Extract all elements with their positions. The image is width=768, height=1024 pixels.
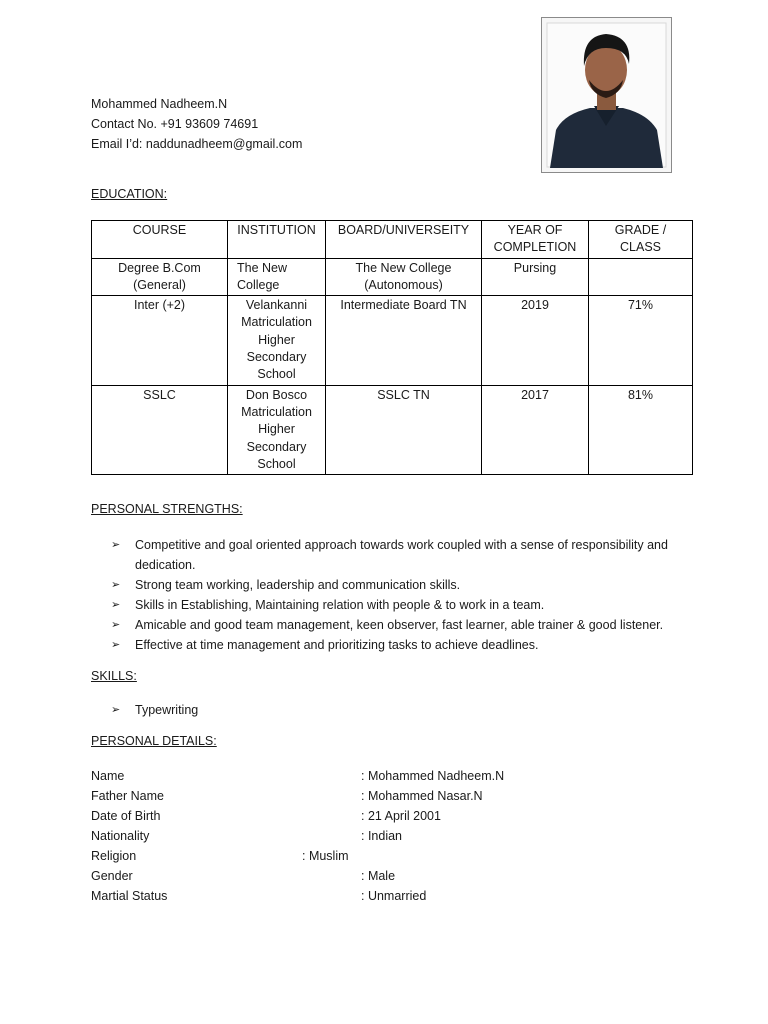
personal-details-heading: PERSONAL DETAILS: xyxy=(91,734,217,748)
detail-label: Gender xyxy=(91,869,133,883)
detail-value: : 21 April 2001 xyxy=(361,809,441,823)
course-cell: Degree B.Com (General) xyxy=(92,258,228,296)
list-item xyxy=(91,700,691,720)
profile-photo xyxy=(541,17,672,173)
detail-value: : Indian xyxy=(361,829,403,843)
course-cell: Inter (+2) xyxy=(92,296,228,385)
table-row xyxy=(92,296,693,385)
year-cell: 2017 xyxy=(482,385,589,474)
strength-text: Effective at time management and prioritizing tasks to achieve deadlines. xyxy=(135,638,539,652)
detail-row xyxy=(91,806,591,826)
year-cell: Pursing xyxy=(482,258,589,296)
education-table xyxy=(91,220,693,475)
applicant-name: Mohammed Nadheem.N xyxy=(91,97,228,111)
detail-value: : Mohammed Nadheem.N xyxy=(361,769,505,783)
arrowhead-bullet-icon: ➢ xyxy=(111,579,121,591)
grade-cell: 81% xyxy=(589,385,693,474)
contact-number: Contact No. +91 93609 74691 xyxy=(91,117,259,131)
strengths-list xyxy=(91,535,691,655)
list-item xyxy=(91,535,691,575)
board-cell: Intermediate Board TN xyxy=(326,296,482,385)
board-cell: The New College (Autonomous) xyxy=(326,258,482,296)
detail-label: Religion xyxy=(91,849,137,863)
detail-row xyxy=(91,826,591,846)
detail-row xyxy=(91,886,591,906)
arrowhead-bullet-icon: ➢ xyxy=(111,599,121,611)
table-row xyxy=(92,385,693,474)
detail-label: Name xyxy=(91,769,125,783)
arrowhead-bullet-icon: ➢ xyxy=(111,639,121,651)
person-photo-icon xyxy=(542,18,671,172)
personal-details xyxy=(91,766,591,906)
table-row xyxy=(92,258,693,296)
detail-label: Nationality xyxy=(91,829,150,843)
detail-label: Martial Status xyxy=(91,889,168,903)
column-header: GRADE / CLASS xyxy=(589,221,693,259)
column-header: COURSE xyxy=(92,221,228,259)
column-header: INSTITUTION xyxy=(228,221,326,259)
year-cell: 2019 xyxy=(482,296,589,385)
strength-text: Competitive and goal oriented approach towards work coupled with a sense of responsibility and dedication. xyxy=(135,538,668,572)
education-heading: EDUCATION: xyxy=(91,187,168,201)
contact-block xyxy=(91,94,302,154)
detail-label: Father Name xyxy=(91,789,164,803)
skills-list xyxy=(91,700,691,720)
institution-cell: Don Bosco Matriculation Higher Secondary School xyxy=(228,385,326,474)
table-header-row xyxy=(92,221,693,259)
detail-value: : Mohammed Nasar.N xyxy=(361,789,483,803)
detail-value: : Muslim xyxy=(302,849,349,863)
detail-value: : Male xyxy=(361,869,396,883)
institution-cell: Velankanni Matriculation Higher Secondary School xyxy=(228,296,326,385)
column-header: YEAR OF COMPLETION xyxy=(482,221,589,259)
grade-cell: 71% xyxy=(589,296,693,385)
arrowhead-bullet-icon: ➢ xyxy=(111,539,121,551)
arrowhead-bullet-icon: ➢ xyxy=(111,704,121,716)
strength-text: Skills in Establishing, Maintaining relation with people & to work in a team. xyxy=(135,598,545,612)
detail-row xyxy=(91,866,591,886)
list-item xyxy=(91,575,691,595)
arrowhead-bullet-icon: ➢ xyxy=(111,619,121,631)
list-item xyxy=(91,635,691,655)
column-header: BOARD/UNIVERSEITY xyxy=(326,221,482,259)
detail-label: Date of Birth xyxy=(91,809,161,823)
detail-value: : Unmarried xyxy=(361,889,427,903)
detail-row xyxy=(91,766,591,786)
skill-text: Typewriting xyxy=(135,703,199,717)
list-item xyxy=(91,615,691,635)
list-item xyxy=(91,595,691,615)
strength-text: Strong team working, leadership and communication skills. xyxy=(135,578,461,592)
detail-row xyxy=(91,786,591,806)
email-address: Email I’d: naddunadheem@gmail.com xyxy=(91,137,303,151)
course-cell: SSLC xyxy=(92,385,228,474)
strength-text: Amicable and good team management, keen observer, fast learner, able trainer & good listener. xyxy=(135,618,664,632)
institution-cell: The New College xyxy=(228,258,326,296)
strengths-heading: PERSONAL STRENGTHS: xyxy=(91,502,243,516)
grade-cell xyxy=(589,258,693,296)
skills-heading: SKILLS: xyxy=(91,669,137,683)
board-cell: SSLC TN xyxy=(326,385,482,474)
detail-row xyxy=(91,846,591,866)
